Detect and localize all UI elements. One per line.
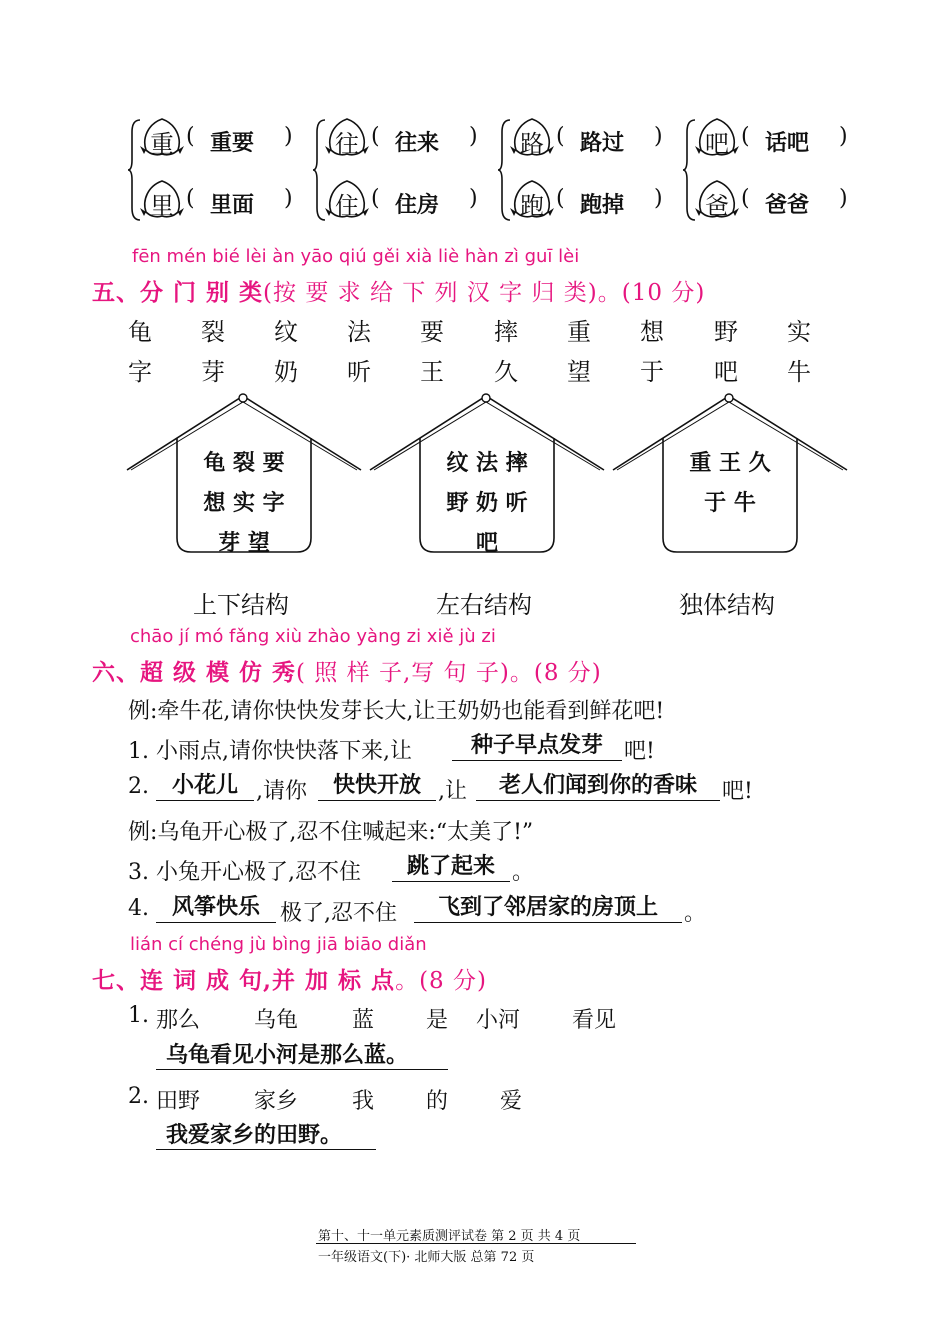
paren-close: ): [284, 124, 293, 149]
house-chars-line: 纹 法 摔: [446, 451, 528, 476]
paren-open: (: [741, 186, 750, 211]
section7-subtitle: 。(8 分): [395, 968, 487, 994]
word-tile: 看见: [572, 1008, 617, 1033]
q3-prefix: 3. 小兔开心极了,忍不住: [128, 860, 361, 885]
leaf-char: 爸: [705, 192, 729, 220]
section6-pinyin: chāo jí mó fǎng xiù zhào yàng zi xiě jù zi: [130, 626, 496, 647]
leaf-char: 重: [150, 130, 174, 158]
char-cell: 吧: [714, 358, 738, 386]
word-tile: 那么: [156, 1008, 201, 1033]
paren-open: (: [186, 124, 195, 149]
paren-open: (: [741, 124, 750, 149]
footer-line-1: 第十、十一单元素质测评试卷 第 2 页 共 4 页: [318, 1229, 581, 1244]
house-chars-line: 野 奶 听: [446, 491, 528, 516]
paren-close: ): [839, 124, 848, 149]
paren-close: ): [284, 186, 293, 211]
section5-subtitle: (按 要 求 给 下 列 汉 字 归 类)。(10 分): [263, 280, 706, 306]
polyphone-answer: 往来: [395, 131, 440, 156]
s7-q1-num: 1.: [128, 1003, 149, 1028]
section7-title: 七、连 词 成 句,并 加 标 点: [92, 967, 396, 994]
q4-mid: 极了,忍不住: [280, 901, 397, 926]
leaf-char-badge: [138, 178, 186, 222]
q2-mid-1: ,请你: [256, 779, 307, 804]
section6-heading: [92, 654, 602, 687]
word-tile: 爱: [500, 1089, 523, 1114]
house-chars-line: 芽 望: [218, 531, 270, 556]
paren-open: (: [371, 124, 380, 149]
section5-title: 五、分 门 别 类: [92, 279, 264, 306]
leaf-char-badge: [693, 178, 741, 222]
char-cell: 奶: [274, 358, 298, 386]
char-cell: 要: [420, 318, 444, 346]
word-tile: 的: [426, 1089, 449, 1114]
section7-pinyin: lián cí chéng jù bìng jiā biāo diǎn: [130, 934, 427, 955]
paren-close: ): [654, 186, 663, 211]
q4-answer-2[interactable]: 飞到了邻居家的房顶上: [414, 894, 682, 923]
s7-q2-answer[interactable]: 我爱家乡的田野。: [156, 1122, 376, 1150]
house-chars-line: 龟 裂 要: [203, 451, 285, 476]
polyphone-answer: 路过: [580, 131, 625, 156]
char-cell: 纹: [274, 318, 298, 346]
house-box: [368, 392, 608, 562]
example-1: 例:牵牛花,请你快快发芽长大,让王奶奶也能看到鲜花吧!: [128, 699, 665, 724]
section5-pinyin: fēn mén bié lèi àn yāo qiú gěi xià liè hàn zì guī lèi: [132, 246, 580, 267]
q4-suffix: 。: [684, 901, 707, 926]
char-cell: 于: [640, 358, 664, 386]
char-cell: 芽: [201, 358, 225, 386]
paren-close: ): [654, 124, 663, 149]
example-2: 例:乌龟开心极了,忍不住喊起来:“太美了!”: [128, 820, 534, 845]
q2-answer-3[interactable]: 老人们闻到你的香味: [476, 772, 720, 801]
polyphone-answer: 重要: [210, 131, 255, 156]
polyphone-group: [498, 114, 668, 224]
char-cell: 王: [420, 358, 444, 386]
char-cell: 龟: [128, 318, 152, 346]
leaf-char-badge: [508, 116, 556, 160]
char-cell: 摔: [494, 318, 518, 346]
polyphone-answer: 跑掉: [580, 193, 625, 218]
q1-suffix: 吧!: [624, 739, 655, 764]
word-tile: 我: [352, 1089, 375, 1114]
leaf-char: 吧: [705, 130, 729, 158]
house-chars-line: 重 王 久: [689, 451, 771, 476]
section5-heading: [92, 274, 705, 307]
char-cell: 牛: [787, 358, 811, 386]
leaf-char: 住: [335, 192, 359, 220]
house-chars-line: 于 牛: [704, 491, 756, 516]
q2-mid-2: ,让: [438, 779, 467, 804]
leaf-char: 跑: [520, 192, 544, 220]
leaf-char: 里: [150, 192, 174, 220]
char-cell: 野: [714, 318, 738, 346]
char-cell: 实: [787, 318, 811, 346]
char-cell: 听: [347, 358, 371, 386]
paren-open: (: [556, 186, 565, 211]
s7-q2-num: 2.: [128, 1084, 149, 1109]
polyphone-group: [128, 114, 298, 224]
section6-subtitle: ( 照 样 子,写 句 子)。(8 分): [296, 660, 602, 686]
house-chars-line: 吧: [475, 531, 498, 556]
leaf-char: 往: [335, 130, 359, 158]
polyphone-answer: 爸爸: [765, 193, 810, 218]
q1-answer[interactable]: 种子早点发芽: [452, 732, 622, 761]
section6-title: 六、超 级 模 仿 秀: [92, 659, 297, 686]
word-tile: 是: [426, 1008, 449, 1033]
paren-open: (: [371, 186, 380, 211]
paren-close: ): [469, 124, 478, 149]
polyphone-group: [683, 114, 853, 224]
leaf-char-badge: [508, 178, 556, 222]
paren-open: (: [556, 124, 565, 149]
house-label: 独体结构: [679, 591, 775, 619]
house-label: 上下结构: [193, 591, 289, 619]
word-tile: 乌龟: [254, 1008, 299, 1033]
word-tile: 田野: [156, 1089, 201, 1114]
char-cell: 字: [128, 358, 152, 386]
house-box: [125, 392, 365, 562]
word-tile: 蓝: [352, 1008, 375, 1033]
q2-suffix: 吧!: [722, 779, 753, 804]
section7-heading: [92, 962, 487, 995]
char-cell: 想: [640, 318, 664, 346]
polyphone-group: [313, 114, 483, 224]
word-tile: 小河: [476, 1008, 521, 1033]
word-tile: 家乡: [254, 1089, 299, 1114]
house-roof-icon: [611, 392, 851, 562]
house-label: 左右结构: [436, 591, 532, 619]
leaf-char-badge: [323, 116, 371, 160]
q2-answer-2[interactable]: 快快开放: [318, 772, 436, 801]
leaf-char-badge: [323, 178, 371, 222]
q4-num: 4.: [128, 896, 149, 921]
q3-suffix: 。: [512, 860, 535, 885]
char-cell: 裂: [201, 318, 225, 346]
char-cell: 重: [567, 318, 591, 346]
footer-divider: [316, 1243, 636, 1244]
paren-close: ): [839, 186, 848, 211]
footer-line-2: 一年级语文(下)· 北师大版 总第 72 页: [318, 1250, 535, 1265]
house-chars-line: 想 实 字: [203, 491, 285, 516]
paren-open: (: [186, 186, 195, 211]
q4-answer-1[interactable]: 风筝快乐: [156, 894, 276, 923]
q1-prefix: 1. 小雨点,请你快快落下来,让: [128, 739, 412, 764]
char-cell: 法: [347, 318, 371, 346]
polyphone-answer: 里面: [210, 193, 255, 218]
house-box: [611, 392, 851, 562]
polyphone-answer: 住房: [395, 193, 440, 218]
char-cell: 望: [567, 358, 591, 386]
leaf-char: 路: [520, 130, 544, 158]
q2-num: 2.: [128, 774, 149, 799]
s7-q1-answer[interactable]: 乌龟看见小河是那么蓝。: [156, 1042, 448, 1070]
q2-answer-1[interactable]: 小花儿: [156, 772, 254, 801]
paren-close: ): [469, 186, 478, 211]
q3-answer[interactable]: 跳了起来: [392, 853, 510, 882]
polyphone-answer: 话吧: [765, 131, 810, 156]
leaf-char-badge: [138, 116, 186, 160]
leaf-char-badge: [693, 116, 741, 160]
char-cell: 久: [494, 358, 518, 386]
